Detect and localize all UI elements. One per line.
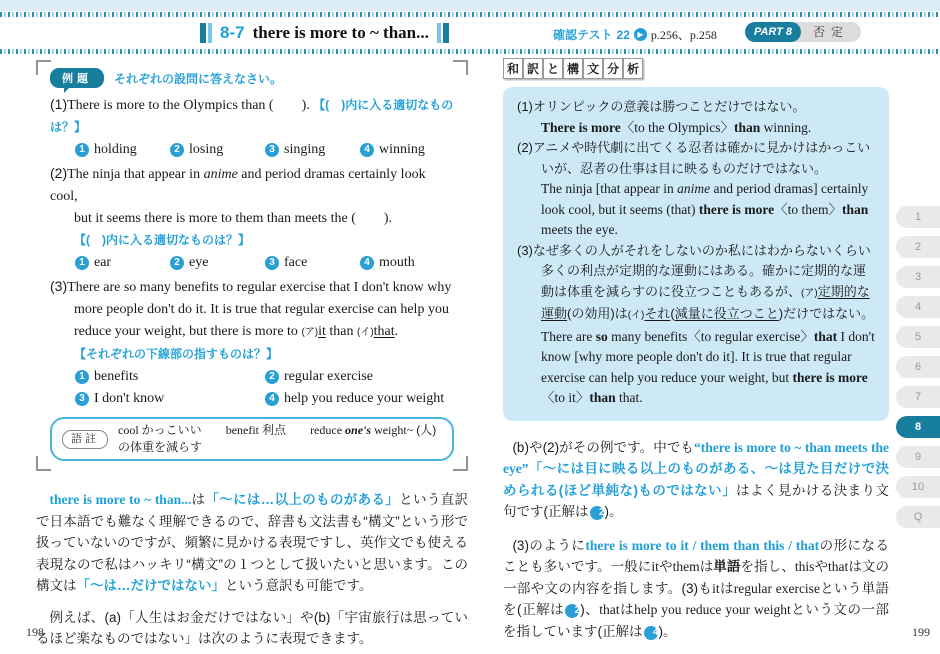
option-number-icon: 4	[360, 256, 374, 270]
option-label: holding	[94, 142, 137, 157]
translation-analysis-box	[503, 87, 889, 421]
question-2-options	[74, 252, 454, 273]
question-3-line3: reduce your weight, but there is more to (ア)it than (イ)that.	[74, 324, 399, 339]
test-number: 22	[616, 27, 630, 42]
question-2-line1: (2)The ninja that appear in anime and period dramas certainly look cool,	[50, 165, 426, 204]
option-label: eye	[189, 255, 209, 270]
part-name: 否定	[812, 25, 849, 39]
question-1: (1)There is more to the Olympics than ( ). 【( )内に入る適切なものは？】	[50, 96, 454, 134]
chapter-tab-sidebar	[896, 206, 940, 536]
header-character-box: 訳	[523, 58, 543, 79]
header-character-box: 文	[583, 58, 603, 79]
option-item[interactable]	[74, 252, 169, 273]
option-number-icon: 3	[265, 143, 279, 157]
option-label: losing	[189, 142, 224, 157]
option-number-icon: 3	[75, 392, 89, 406]
example-header	[50, 68, 454, 88]
explanation-paragraph-2: 例えば、(a)「人生はお金だけではない」や(b)「宇宙旅行は思っているほど楽なものではない」は次のように表現できます。	[36, 609, 468, 646]
option-number-icon: 1	[75, 256, 89, 270]
option-item[interactable]	[359, 252, 454, 273]
option-label: mouth	[379, 255, 415, 270]
option-number-icon: 2	[170, 256, 184, 270]
option-label: singing	[284, 142, 326, 157]
lesson-title: there is more to ~ than...	[252, 23, 429, 42]
option-label: regular exercise	[284, 369, 373, 384]
glossary-label: 語註	[62, 430, 108, 449]
option-number-icon: 2	[170, 143, 184, 157]
translation-3-en: There are so many benefits〈to regular exercise〉that I don't know [why more people don't do it]. It is true that regular exercise can help you reduce your weight, but there is more〈to it〉than that.	[541, 328, 875, 405]
option-item[interactable]	[169, 252, 264, 273]
glossary-box	[50, 417, 454, 461]
right-page	[503, 58, 889, 654]
top-margin-strip	[0, 0, 940, 11]
option-item[interactable]	[264, 252, 359, 273]
sidebar-tab[interactable]: 10	[896, 476, 940, 498]
analysis-section-header	[503, 58, 889, 79]
corner-bracket	[453, 456, 468, 471]
option-item[interactable]	[359, 139, 454, 160]
option-item[interactable]	[74, 139, 169, 160]
question-3-line2: more people don't do it. It is true that regular exercise can help you	[74, 302, 449, 317]
test-pages: p.256、p.258	[650, 28, 717, 42]
header-character-box: 分	[603, 58, 623, 79]
option-label: help you reduce your weight	[284, 391, 445, 406]
left-page	[36, 60, 468, 654]
sidebar-tab[interactable]: 9	[896, 446, 940, 468]
option-label: face	[284, 255, 308, 270]
header-character-box: 析	[623, 58, 643, 79]
page-header	[0, 20, 940, 48]
sidebar-tab[interactable]: 4	[896, 296, 940, 318]
example-instruction: それぞれの設問に答えなさい。	[114, 71, 283, 86]
left-bracket-ornament	[200, 23, 212, 43]
corner-bracket	[36, 60, 51, 75]
sidebar-tab[interactable]: 8	[896, 416, 940, 438]
question-3-line1: (3)There are so many benefits to regular exercise that I don't know why	[50, 278, 452, 295]
header-character-box: と	[543, 58, 563, 79]
corner-bracket	[453, 60, 468, 75]
sidebar-tab[interactable]: 3	[896, 266, 940, 288]
header-character-box: 和	[503, 58, 523, 79]
question-3-prompt: 【それぞれの下線部の指すものは？】	[74, 347, 279, 361]
test-link-icon[interactable]: ▶	[634, 28, 647, 41]
option-item[interactable]	[74, 388, 264, 409]
example-question-box	[36, 60, 468, 471]
part-indicator	[745, 22, 861, 42]
sidebar-tab[interactable]: 2	[896, 236, 940, 258]
question-3-options	[74, 366, 454, 409]
option-number-icon: 3	[265, 256, 279, 270]
example-label-bubble: 例題	[50, 68, 104, 88]
option-number-icon: 2	[265, 370, 279, 384]
option-number-icon: 1	[75, 370, 89, 384]
translation-1-en: There is more〈to the Olympics〉than winning.	[541, 119, 812, 135]
page-number-right: 199	[912, 625, 930, 639]
test-reference	[553, 26, 717, 43]
sidebar-tab[interactable]: 6	[896, 356, 940, 378]
sidebar-tab[interactable]: 1	[896, 206, 940, 228]
option-label: I don't know	[94, 391, 165, 406]
sidebar-tab[interactable]: 7	[896, 386, 940, 408]
right-bracket-ornament	[437, 23, 449, 43]
header-character-box: 構	[563, 58, 583, 79]
option-number-icon: 4	[360, 143, 374, 157]
question-2-line2: but it seems there is more to them than meets the ( ).	[74, 211, 393, 226]
corner-bracket	[36, 456, 51, 471]
option-item[interactable]	[264, 139, 359, 160]
commentary-paragraph-2: (3)のようにthere is more to it / them than this / thatの形になることも多いです。一般にitやthemは単語を指し、thisやthatは文の一部や文の内容を指します。(3)もitはregular exerciseという単語を(正解は 2)、thatはhelp you reduce your weightという文の一部を指しています(正解は 4)。	[503, 537, 890, 639]
option-item[interactable]	[264, 366, 454, 387]
question-2-prompt: 【( )内に入る適切なものは？】	[74, 233, 250, 247]
translation-3-jp: (3)なぜ多くの人がそれをしないのか私にはわからないくらい多くの利点が定期的な運動にはある。確かに定期的な運動は体重を減らすのに役立つこともあるが、(ア)定期的な運動(の効用)は(イ)それ(減量に役立つこと)だけではない。	[517, 242, 875, 321]
sidebar-tab[interactable]: 5	[896, 326, 940, 348]
part-badge: PART 8	[745, 22, 801, 42]
sidebar-tab[interactable]: Q	[896, 506, 940, 528]
lesson-number: 8-7	[220, 23, 245, 42]
question-1-options	[74, 139, 454, 160]
option-label: benefits	[94, 369, 139, 384]
glossary-entries: cool かっこいい benefit 利点 reduce one's weight~ (人)の体重を減らす	[118, 423, 437, 454]
option-number-icon: 1	[75, 143, 89, 157]
top-stripe-border	[0, 12, 940, 17]
translation-2-jp: (2)アニメや時代劇に出てくる忍者は確かに見かけはかっこいいが、忍者の仕事は目に映るものだけではない。	[517, 140, 871, 176]
option-label: winning	[379, 142, 425, 157]
translation-1-jp: (1)オリンピックの意義は勝つことだけではない。	[517, 99, 806, 114]
commentary-paragraph-1: (b)や(2)がその例です。中でも“there is more to ~ than meets the eye”「～には目に映る以上のものがある、～は見た目だけで決められる(ほど単純な)ものではない」はよく見かける決まり文句です(正解は 2)。	[503, 439, 889, 519]
option-item[interactable]	[74, 366, 264, 387]
translation-2-en: The ninja [that appear in anime and period dramas] certainly look cool, but it seems (that) there is more〈to them〉than meets the eye.	[541, 181, 869, 237]
option-label: ear	[94, 255, 112, 270]
lesson-title-block	[200, 23, 449, 43]
option-item[interactable]	[169, 139, 264, 160]
header-stripe-border	[0, 49, 940, 54]
explanation-paragraph-1: there is more to ~ than...は「～には…以上のものがある」という直訳で日本語でも難なく理解できるので、辞書も文法書も“構文”という形で扱っていないのですが、頻繁に見かける表現ですし、英作文でも使える表現なので私はハッキリ“構文”の１つとして扱いたいと思います。この構文は「～は…だけではない」という意訳も可能です。	[36, 492, 469, 593]
option-item[interactable]	[264, 388, 454, 409]
option-number-icon: 4	[265, 392, 279, 406]
page-number-left: 198	[26, 625, 44, 639]
test-label: 確認テスト	[553, 28, 613, 42]
